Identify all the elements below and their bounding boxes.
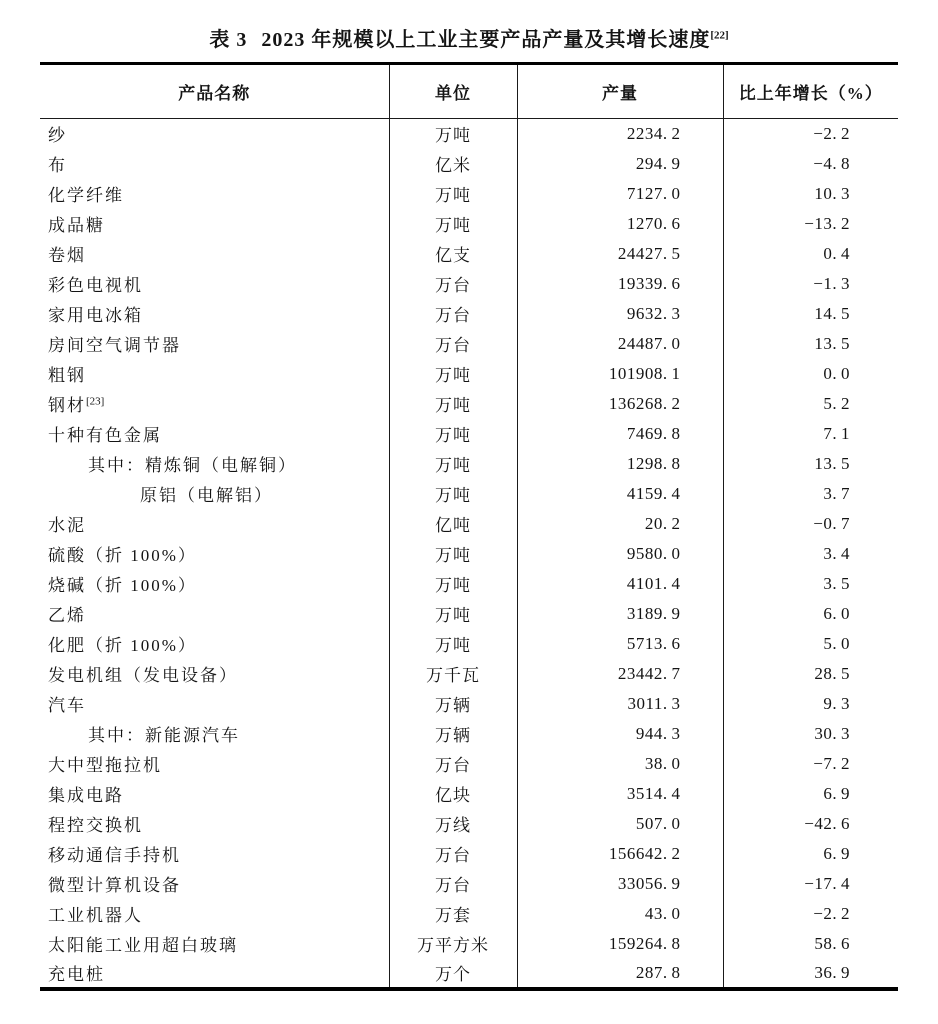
header-growth: 比上年增长（%） xyxy=(723,64,898,119)
output-value: 136268. 2 xyxy=(517,389,723,419)
output-value: 43. 0 xyxy=(517,899,723,929)
product-unit: 万千瓦 xyxy=(389,659,517,689)
table-row xyxy=(40,239,898,269)
product-unit: 万辆 xyxy=(389,719,517,749)
product-unit: 万吨 xyxy=(389,419,517,449)
table-row xyxy=(40,509,898,539)
product-unit: 亿米 xyxy=(389,149,517,179)
growth-value: 13. 5 xyxy=(723,329,898,359)
product-unit: 万辆 xyxy=(389,689,517,719)
product-unit: 亿支 xyxy=(389,239,517,269)
output-value: 5713. 6 xyxy=(517,629,723,659)
product-unit: 万吨 xyxy=(389,479,517,509)
table-row xyxy=(40,899,898,929)
table-row xyxy=(40,959,898,989)
output-value: 23442. 7 xyxy=(517,659,723,689)
output-value: 38. 0 xyxy=(517,749,723,779)
product-unit: 万吨 xyxy=(389,119,517,149)
product-name: 大中型拖拉机 xyxy=(48,756,162,775)
output-value: 507. 0 xyxy=(517,809,723,839)
table-row xyxy=(40,749,898,779)
growth-value: −2. 2 xyxy=(723,119,898,149)
output-value: 24427. 5 xyxy=(517,239,723,269)
output-value: 287. 8 xyxy=(517,959,723,989)
table-row xyxy=(40,119,898,149)
table-row xyxy=(40,389,898,419)
table-row xyxy=(40,719,898,749)
product-name: 钢材[23] xyxy=(48,395,105,415)
growth-value: −2. 2 xyxy=(723,899,898,929)
product-name: 乙烯 xyxy=(48,606,86,625)
table-row xyxy=(40,779,898,809)
table-row xyxy=(40,599,898,629)
table-title-text: 2023 年规模以上工业主要产品产量及其增长速度 xyxy=(261,29,711,51)
table-row xyxy=(40,299,898,329)
header-output: 产量 xyxy=(517,64,723,119)
growth-value: −0. 7 xyxy=(723,509,898,539)
header-product-name: 产品名称 xyxy=(40,64,389,119)
product-unit: 万吨 xyxy=(389,539,517,569)
product-name: 十种有色金属 xyxy=(48,426,162,445)
product-unit: 亿吨 xyxy=(389,509,517,539)
product-unit: 万台 xyxy=(389,839,517,869)
table-row xyxy=(40,539,898,569)
output-value: 33056. 9 xyxy=(517,869,723,899)
product-name: 其中：精炼铜（电解铜） xyxy=(88,456,297,475)
table-row xyxy=(40,479,898,509)
table-title xyxy=(40,26,898,54)
table-row xyxy=(40,869,898,899)
growth-value: 30. 3 xyxy=(723,719,898,749)
table-body xyxy=(40,119,898,989)
growth-value: −17. 4 xyxy=(723,869,898,899)
product-name: 烧碱（折 100%） xyxy=(48,576,197,595)
table-row xyxy=(40,839,898,869)
product-unit: 万台 xyxy=(389,869,517,899)
table-row xyxy=(40,179,898,209)
output-value: 19339. 6 xyxy=(517,269,723,299)
industrial-output-table xyxy=(40,62,898,991)
product-name: 充电桩 xyxy=(48,965,105,984)
table-row xyxy=(40,809,898,839)
growth-value: 0. 4 xyxy=(723,239,898,269)
output-value: 24487. 0 xyxy=(517,329,723,359)
product-name: 房间空气调节器 xyxy=(48,336,181,355)
growth-value: 3. 5 xyxy=(723,569,898,599)
product-unit: 万吨 xyxy=(389,389,517,419)
product-unit: 亿块 xyxy=(389,779,517,809)
growth-value: 58. 6 xyxy=(723,929,898,959)
output-value: 7469. 8 xyxy=(517,419,723,449)
output-value: 3514. 4 xyxy=(517,779,723,809)
product-name: 化学纤维 xyxy=(48,186,124,205)
table-row xyxy=(40,149,898,179)
product-unit: 万套 xyxy=(389,899,517,929)
growth-value: 6. 9 xyxy=(723,839,898,869)
output-value: 7127. 0 xyxy=(517,179,723,209)
product-name: 卷烟 xyxy=(48,246,86,265)
output-value: 2234. 2 xyxy=(517,119,723,149)
product-name: 其中：新能源汽车 xyxy=(88,726,240,745)
table-row xyxy=(40,359,898,389)
growth-value: −1. 3 xyxy=(723,269,898,299)
product-unit: 万吨 xyxy=(389,449,517,479)
growth-value: 9. 3 xyxy=(723,689,898,719)
product-name: 水泥 xyxy=(48,516,86,535)
product-unit: 万吨 xyxy=(389,359,517,389)
output-value: 944. 3 xyxy=(517,719,723,749)
product-unit: 万个 xyxy=(389,959,517,989)
output-value: 294. 9 xyxy=(517,149,723,179)
table-row xyxy=(40,329,898,359)
growth-value: 28. 5 xyxy=(723,659,898,689)
product-unit: 万吨 xyxy=(389,209,517,239)
product-name: 集成电路 xyxy=(48,786,124,805)
table-row xyxy=(40,629,898,659)
product-name: 原铝（电解铝） xyxy=(140,486,273,505)
product-unit: 万吨 xyxy=(389,569,517,599)
product-name: 移动通信手持机 xyxy=(48,846,181,865)
output-value: 159264. 8 xyxy=(517,929,723,959)
product-unit: 万台 xyxy=(389,749,517,779)
product-name: 布 xyxy=(48,156,67,175)
growth-value: −7. 2 xyxy=(723,749,898,779)
product-name: 发电机组（发电设备） xyxy=(48,666,238,685)
growth-value: 5. 0 xyxy=(723,629,898,659)
growth-value: −13. 2 xyxy=(723,209,898,239)
header-row xyxy=(40,64,898,119)
product-unit: 万吨 xyxy=(389,599,517,629)
output-value: 9580. 0 xyxy=(517,539,723,569)
table-row xyxy=(40,569,898,599)
growth-value: −42. 6 xyxy=(723,809,898,839)
product-unit: 万台 xyxy=(389,329,517,359)
table-row xyxy=(40,209,898,239)
footnote-marker: [23] xyxy=(86,395,105,408)
product-name: 程控交换机 xyxy=(48,816,143,835)
product-unit: 万台 xyxy=(389,299,517,329)
table-row xyxy=(40,929,898,959)
growth-value: −4. 8 xyxy=(723,149,898,179)
growth-value: 3. 4 xyxy=(723,539,898,569)
growth-value: 6. 9 xyxy=(723,779,898,809)
growth-value: 13. 5 xyxy=(723,449,898,479)
table-row xyxy=(40,659,898,689)
product-name: 彩色电视机 xyxy=(48,276,143,295)
output-value: 20. 2 xyxy=(517,509,723,539)
table-row xyxy=(40,449,898,479)
product-unit: 万平方米 xyxy=(389,929,517,959)
product-name: 家用电冰箱 xyxy=(48,306,143,325)
header-unit: 单位 xyxy=(389,64,517,119)
output-value: 3189. 9 xyxy=(517,599,723,629)
growth-value: 6. 0 xyxy=(723,599,898,629)
output-value: 3011. 3 xyxy=(517,689,723,719)
growth-value: 10. 3 xyxy=(723,179,898,209)
product-name: 粗钢 xyxy=(48,366,86,385)
product-name: 纱 xyxy=(48,126,67,146)
table-row xyxy=(40,689,898,719)
output-value: 1270. 6 xyxy=(517,209,723,239)
product-name: 微型计算机设备 xyxy=(48,876,181,895)
output-value: 156642. 2 xyxy=(517,839,723,869)
product-name: 太阳能工业用超白玻璃 xyxy=(48,936,238,955)
growth-value: 5. 2 xyxy=(723,389,898,419)
growth-value: 7. 1 xyxy=(723,419,898,449)
product-name: 化肥（折 100%） xyxy=(48,636,197,655)
product-name: 成品糖 xyxy=(48,216,105,235)
growth-value: 36. 9 xyxy=(723,959,898,989)
product-unit: 万吨 xyxy=(389,629,517,659)
output-value: 101908. 1 xyxy=(517,359,723,389)
growth-value: 14. 5 xyxy=(723,299,898,329)
output-value: 1298. 8 xyxy=(517,449,723,479)
product-name: 汽车 xyxy=(48,696,86,715)
product-unit: 万台 xyxy=(389,269,517,299)
table-number-label: 表 3 xyxy=(209,29,248,51)
table-row xyxy=(40,419,898,449)
table-row xyxy=(40,269,898,299)
title-footnote-marker: [22] xyxy=(710,29,729,42)
product-name: 工业机器人 xyxy=(48,906,143,925)
product-unit: 万线 xyxy=(389,809,517,839)
output-value: 4101. 4 xyxy=(517,569,723,599)
product-unit: 万吨 xyxy=(389,179,517,209)
output-value: 4159. 4 xyxy=(517,479,723,509)
product-name: 硫酸（折 100%） xyxy=(48,546,197,565)
output-value: 9632. 3 xyxy=(517,299,723,329)
growth-value: 0. 0 xyxy=(723,359,898,389)
growth-value: 3. 7 xyxy=(723,479,898,509)
